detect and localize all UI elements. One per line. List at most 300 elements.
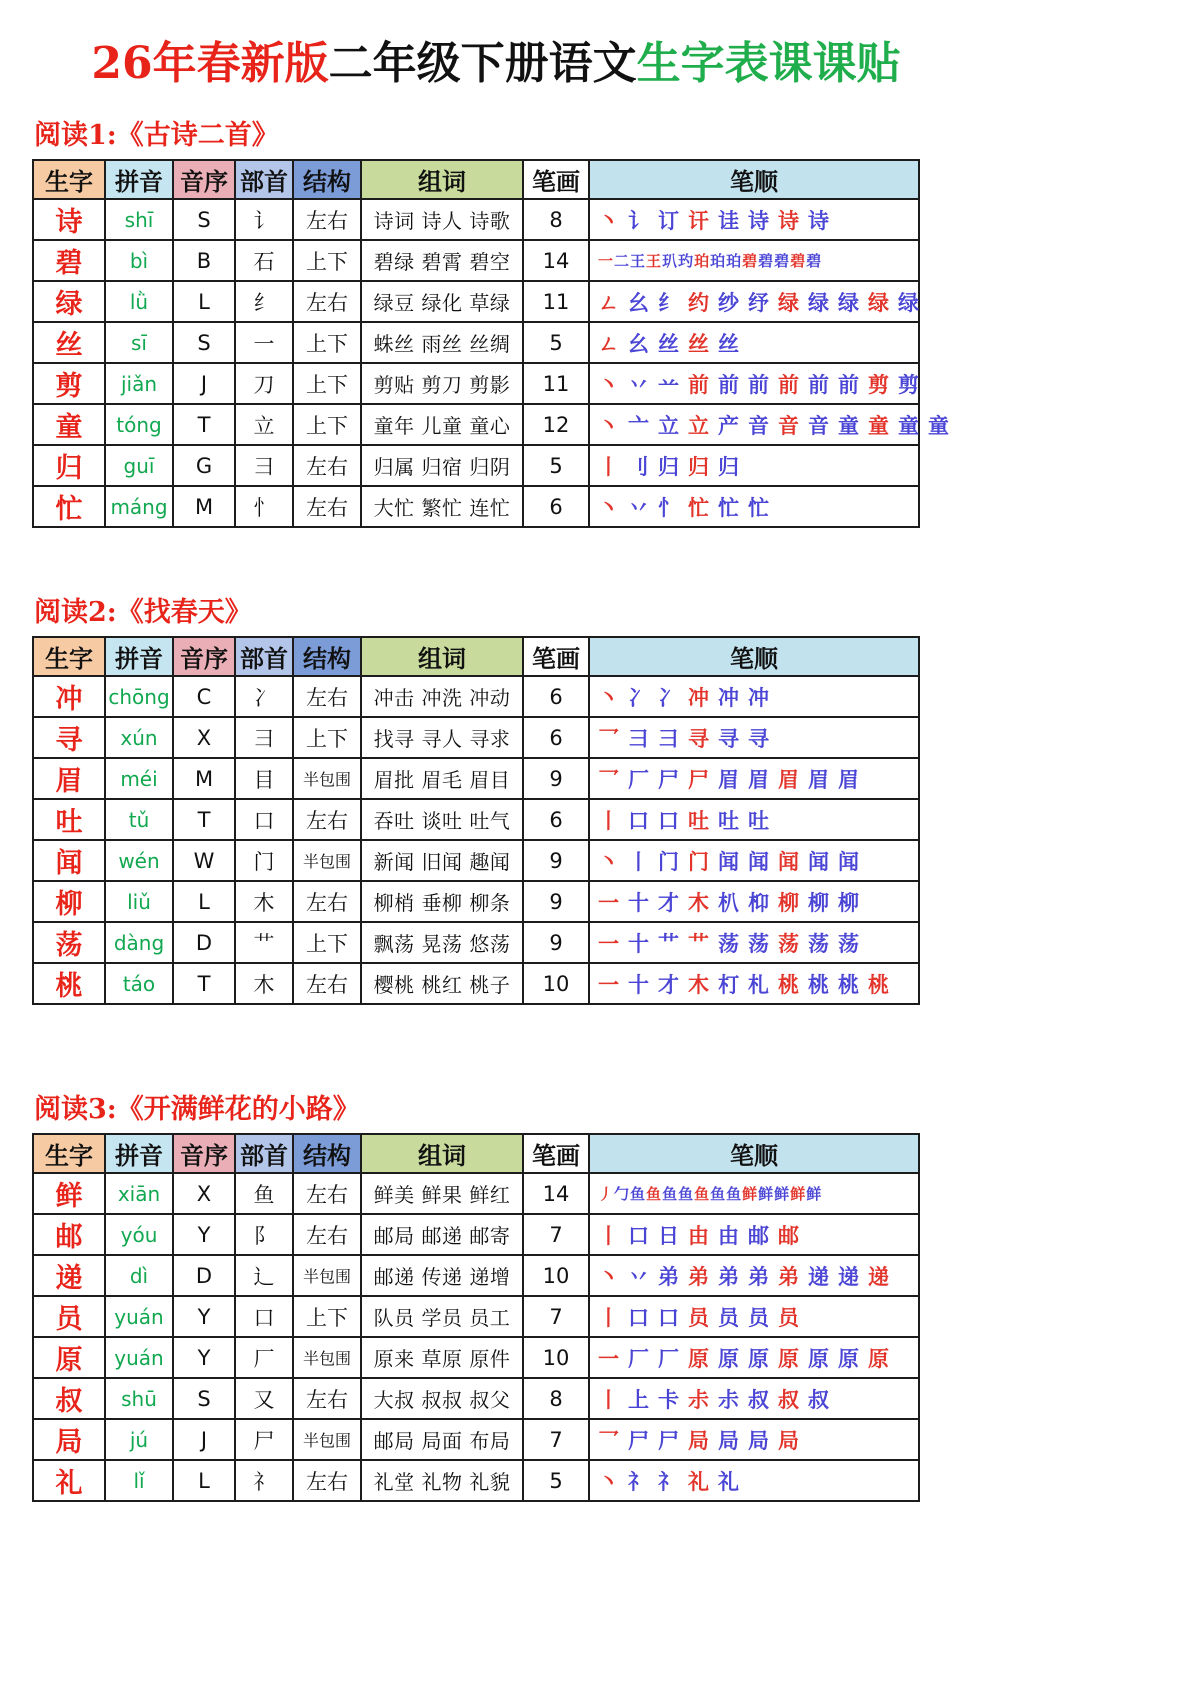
stroke-step: 原 <box>748 1345 769 1371</box>
cell-radical: 又 <box>235 1378 293 1419</box>
stroke-step: 丝 <box>658 330 679 356</box>
table-row <box>33 799 919 840</box>
stroke-step: 弟 <box>778 1263 799 1289</box>
cell-structure: 半包围 <box>293 840 361 881</box>
stroke-step: 亠 <box>628 412 649 438</box>
cell-pinyin: bì <box>105 240 173 281</box>
cell-initial: M <box>173 486 235 527</box>
col-header-7: 笔顺 <box>589 160 919 199</box>
stroke-step: 彐 <box>658 725 679 751</box>
table-row <box>33 363 919 404</box>
cell-structure: 左右 <box>293 1173 361 1214</box>
cell-pinyin: shī <box>105 199 173 240</box>
sections-container <box>32 113 960 1502</box>
stroke-step: 丷 <box>628 371 649 397</box>
cell-words: 碧绿 碧霄 碧空 <box>361 240 523 281</box>
stroke-step: 门 <box>688 848 709 874</box>
cell-words: 冲击 冲洗 冲动 <box>361 676 523 717</box>
cell-radical: 立 <box>235 404 293 445</box>
stroke-step: 忙 <box>748 494 769 520</box>
table-row <box>33 240 919 281</box>
cell-char: 荡 <box>33 922 105 963</box>
stroke-step: 寻 <box>748 725 769 751</box>
stroke-step: 局 <box>748 1427 769 1453</box>
cell-pinyin: xiān <box>105 1173 173 1214</box>
col-header-3: 部首 <box>235 1134 293 1173</box>
cell-pinyin: táo <box>105 963 173 1004</box>
cell-stroke-order <box>589 1460 919 1501</box>
cell-radical: 目 <box>235 758 293 799</box>
stroke-step: 礼 <box>688 1468 709 1494</box>
cell-radical: 鱼 <box>235 1173 293 1214</box>
cell-char: 归 <box>33 445 105 486</box>
col-header-6: 笔画 <box>523 160 589 199</box>
cell-structure: 左右 <box>293 445 361 486</box>
table-row <box>33 404 919 445</box>
stroke-step: 眉 <box>748 766 769 792</box>
cell-radical: 刀 <box>235 363 293 404</box>
col-header-4: 结构 <box>293 160 361 199</box>
section-3 <box>32 1087 960 1502</box>
stroke-step: 纾 <box>748 289 769 315</box>
cell-structure: 左右 <box>293 1378 361 1419</box>
stroke-step: 厂 <box>628 766 649 792</box>
cell-radical: 尸 <box>235 1419 293 1460</box>
stroke-step: 弟 <box>688 1263 709 1289</box>
cell-initial: X <box>173 1173 235 1214</box>
stroke-step: 闻 <box>838 848 859 874</box>
stroke-step: 诖 <box>718 207 739 233</box>
cell-stroke-order <box>589 1173 919 1214</box>
stroke-step: 丨 <box>598 1386 619 1412</box>
cell-words: 柳梢 垂柳 柳条 <box>361 881 523 922</box>
stroke-step: 桃 <box>868 971 889 997</box>
stroke-step: 丶 <box>598 494 619 520</box>
col-header-5: 组词 <box>361 160 523 199</box>
stroke-step: 鲜 <box>790 1185 806 1203</box>
cell-initial: S <box>173 199 235 240</box>
cell-pinyin: wén <box>105 840 173 881</box>
cell-pinyin: dàng <box>105 922 173 963</box>
cell-initial: G <box>173 445 235 486</box>
stroke-step: 礻 <box>628 1468 649 1494</box>
stroke-step: 闻 <box>718 848 739 874</box>
cell-words: 诗词 诗人 诗歌 <box>361 199 523 240</box>
cell-words: 邮局 邮递 邮寄 <box>361 1214 523 1255</box>
col-header-3: 部首 <box>235 160 293 199</box>
stroke-step: 绿 <box>778 289 799 315</box>
col-header-7: 笔顺 <box>589 637 919 676</box>
stroke-step: 一 <box>598 930 619 956</box>
stroke-step: 原 <box>688 1345 709 1371</box>
cell-structure: 左右 <box>293 281 361 322</box>
header-row <box>33 160 919 199</box>
cell-stroke-order <box>589 840 919 881</box>
cell-words: 队员 学员 员工 <box>361 1296 523 1337</box>
stroke-step: 冲 <box>718 684 739 710</box>
stroke-step: 朳 <box>718 889 739 915</box>
stroke-step: 鱼 <box>726 1185 742 1203</box>
cell-pinyin: yuán <box>105 1337 173 1378</box>
cell-radical: 木 <box>235 881 293 922</box>
cell-char: 原 <box>33 1337 105 1378</box>
cell-radical: 石 <box>235 240 293 281</box>
cell-pinyin: liǔ <box>105 881 173 922</box>
stroke-step: 冫 <box>658 684 679 710</box>
stroke-step: 鱼 <box>678 1185 694 1203</box>
stroke-step: 前 <box>838 371 859 397</box>
cell-words: 绿豆 绿化 草绿 <box>361 281 523 322</box>
cell-char: 童 <box>33 404 105 445</box>
cell-pinyin: jú <box>105 1419 173 1460</box>
cell-initial: T <box>173 963 235 1004</box>
cell-structure: 上下 <box>293 1296 361 1337</box>
stroke-step: 立 <box>658 412 679 438</box>
stroke-step: 丨 <box>598 453 619 479</box>
stroke-step: 寻 <box>688 725 709 751</box>
cell-pinyin: tǔ <box>105 799 173 840</box>
stroke-step: 冫 <box>628 684 649 710</box>
cell-char: 吐 <box>33 799 105 840</box>
cell-char: 眉 <box>33 758 105 799</box>
section-2 <box>32 590 960 1005</box>
cell-stroke-order <box>589 1378 919 1419</box>
cell-stroke-order <box>589 445 919 486</box>
stroke-step: 归 <box>658 453 679 479</box>
stroke-step: 叔 <box>778 1386 799 1412</box>
cell-structure: 左右 <box>293 799 361 840</box>
stroke-step: 碧 <box>742 252 758 270</box>
cell-initial: T <box>173 799 235 840</box>
cell-radical: 口 <box>235 799 293 840</box>
cell-stroke-order <box>589 717 919 758</box>
cell-char: 桃 <box>33 963 105 1004</box>
cell-pinyin: yóu <box>105 1214 173 1255</box>
cell-strokes: 9 <box>523 881 589 922</box>
cell-stroke-order <box>589 881 919 922</box>
stroke-step: 鲜 <box>774 1185 790 1203</box>
cell-structure: 上下 <box>293 404 361 445</box>
stroke-step: 柳 <box>778 889 799 915</box>
stroke-step: 丨 <box>598 1304 619 1330</box>
cell-char: 冲 <box>33 676 105 717</box>
stroke-step: 眉 <box>718 766 739 792</box>
cell-stroke-order <box>589 199 919 240</box>
cell-radical: 厂 <box>235 1337 293 1378</box>
stroke-step: 鱼 <box>630 1185 646 1203</box>
stroke-step: 二 <box>614 252 630 270</box>
cell-structure: 上下 <box>293 717 361 758</box>
cell-strokes: 11 <box>523 281 589 322</box>
stroke-step: 鱼 <box>646 1185 662 1203</box>
stroke-step: 尗 <box>718 1386 739 1412</box>
cell-stroke-order <box>589 1214 919 1255</box>
stroke-step: 丶 <box>598 371 619 397</box>
col-header-2: 音序 <box>173 160 235 199</box>
stroke-step: 丶 <box>598 684 619 710</box>
stroke-step: 童 <box>838 412 859 438</box>
stroke-step: 口 <box>658 1304 679 1330</box>
cell-words: 蛛丝 雨丝 丝绸 <box>361 322 523 363</box>
stroke-step: 丶 <box>598 412 619 438</box>
stroke-step: 童 <box>868 412 889 438</box>
cell-structure: 左右 <box>293 1460 361 1501</box>
stroke-step: 吐 <box>718 807 739 833</box>
stroke-step: 柳 <box>838 889 859 915</box>
cell-radical: 阝 <box>235 1214 293 1255</box>
cell-structure: 左右 <box>293 486 361 527</box>
stroke-step: 乛 <box>598 766 619 792</box>
stroke-step: 诗 <box>808 207 829 233</box>
stroke-step: 幺 <box>628 289 649 315</box>
cell-stroke-order <box>589 1337 919 1378</box>
stroke-step: 一 <box>598 971 619 997</box>
cell-strokes: 6 <box>523 486 589 527</box>
col-header-5: 组词 <box>361 1134 523 1173</box>
stroke-step: 音 <box>808 412 829 438</box>
cell-words: 童年 儿童 童心 <box>361 404 523 445</box>
cell-radical: 纟 <box>235 281 293 322</box>
stroke-step: 上 <box>628 1386 649 1412</box>
col-header-7: 笔顺 <box>589 1134 919 1173</box>
stroke-step: 立 <box>688 412 709 438</box>
stroke-step: 一 <box>598 889 619 915</box>
stroke-step: 叔 <box>748 1386 769 1412</box>
cell-radical: 彐 <box>235 445 293 486</box>
cell-char: 诗 <box>33 199 105 240</box>
col-header-1: 拼音 <box>105 1134 173 1173</box>
cell-strokes: 12 <box>523 404 589 445</box>
cell-words: 找寻 寻人 寻求 <box>361 717 523 758</box>
stroke-step: 艹 <box>658 930 679 956</box>
stroke-step: 讠 <box>628 207 649 233</box>
table-row <box>33 1296 919 1337</box>
stroke-step: 丶 <box>598 207 619 233</box>
cell-initial: W <box>173 840 235 881</box>
stroke-step: 由 <box>718 1222 739 1248</box>
stroke-step: 珀 <box>694 252 710 270</box>
stroke-step: 剪 <box>898 371 919 397</box>
stroke-step: 递 <box>868 1263 889 1289</box>
stroke-step: 原 <box>838 1345 859 1371</box>
stroke-step: 尸 <box>658 1427 679 1453</box>
table-row <box>33 963 919 1004</box>
col-header-0: 生字 <box>33 160 105 199</box>
cell-words: 鲜美 鲜果 鲜红 <box>361 1173 523 1214</box>
cell-pinyin: lǐ <box>105 1460 173 1501</box>
table-row <box>33 1173 919 1214</box>
stroke-step: 碧 <box>790 252 806 270</box>
cell-pinyin: jiǎn <box>105 363 173 404</box>
stroke-step: 绿 <box>868 289 889 315</box>
stroke-step: 童 <box>928 412 949 438</box>
cell-initial: L <box>173 881 235 922</box>
stroke-step: 王 <box>630 252 646 270</box>
cell-strokes: 8 <box>523 1378 589 1419</box>
table-row <box>33 1337 919 1378</box>
table-row <box>33 486 919 527</box>
cell-words: 礼堂 礼物 礼貌 <box>361 1460 523 1501</box>
cell-structure: 半包围 <box>293 1337 361 1378</box>
cell-strokes: 5 <box>523 322 589 363</box>
stroke-step: 珀 <box>710 252 726 270</box>
vocab-table <box>32 1133 920 1502</box>
stroke-step: 才 <box>658 971 679 997</box>
stroke-step: 音 <box>778 412 799 438</box>
stroke-step: 桃 <box>808 971 829 997</box>
cell-initial: Y <box>173 1296 235 1337</box>
cell-pinyin: chōng <box>105 676 173 717</box>
cell-stroke-order <box>589 758 919 799</box>
stroke-step: 厂 <box>628 1345 649 1371</box>
cell-initial: S <box>173 322 235 363</box>
cell-char: 忙 <box>33 486 105 527</box>
stroke-step: 闻 <box>748 848 769 874</box>
cell-initial: J <box>173 363 235 404</box>
stroke-step: 由 <box>688 1222 709 1248</box>
stroke-step: 尸 <box>628 1427 649 1453</box>
table-row <box>33 199 919 240</box>
stroke-step: 童 <box>898 412 919 438</box>
stroke-step: 绿 <box>898 289 919 315</box>
cell-structure: 左右 <box>293 676 361 717</box>
cell-char: 绿 <box>33 281 105 322</box>
cell-char: 寻 <box>33 717 105 758</box>
section-1 <box>32 113 960 528</box>
col-header-2: 音序 <box>173 1134 235 1173</box>
cell-pinyin: yuán <box>105 1296 173 1337</box>
col-header-5: 组词 <box>361 637 523 676</box>
stroke-step: 礼 <box>718 1468 739 1494</box>
col-header-4: 结构 <box>293 637 361 676</box>
cell-words: 吞吐 谈吐 吐气 <box>361 799 523 840</box>
stroke-step: 吐 <box>688 807 709 833</box>
stroke-step: 眉 <box>808 766 829 792</box>
stroke-step: ㄥ <box>598 289 619 315</box>
stroke-step: 鱼 <box>662 1185 678 1203</box>
stroke-step: 荡 <box>808 930 829 956</box>
cell-structure: 左右 <box>293 963 361 1004</box>
stroke-step: 尗 <box>688 1386 709 1412</box>
cell-words: 大叔 叔叔 叔父 <box>361 1378 523 1419</box>
cell-structure: 上下 <box>293 322 361 363</box>
cell-structure: 上下 <box>293 240 361 281</box>
col-header-6: 笔画 <box>523 1134 589 1173</box>
stroke-step: 忙 <box>688 494 709 520</box>
cell-strokes: 7 <box>523 1296 589 1337</box>
stroke-step: 诗 <box>748 207 769 233</box>
section-heading: 阅读3:《开满鲜花的小路》 <box>34 1094 360 1125</box>
stroke-step: 弟 <box>658 1263 679 1289</box>
cell-radical: 木 <box>235 963 293 1004</box>
stroke-step: 丶 <box>598 848 619 874</box>
col-header-0: 生字 <box>33 637 105 676</box>
stroke-step: 才 <box>658 889 679 915</box>
cell-pinyin: tóng <box>105 404 173 445</box>
table-row <box>33 1460 919 1501</box>
stroke-step: 前 <box>718 371 739 397</box>
title-subject: 生字表课课贴 <box>636 38 901 89</box>
cell-stroke-order <box>589 322 919 363</box>
stroke-step: 前 <box>778 371 799 397</box>
cell-structure: 半包围 <box>293 758 361 799</box>
stroke-step: 邮 <box>748 1222 769 1248</box>
col-header-2: 音序 <box>173 637 235 676</box>
cell-char: 剪 <box>33 363 105 404</box>
stroke-step: 尸 <box>658 766 679 792</box>
header-row <box>33 1134 919 1173</box>
stroke-step: 归 <box>718 453 739 479</box>
table-row <box>33 881 919 922</box>
cell-strokes: 7 <box>523 1214 589 1255</box>
section-heading: 阅读1:《古诗二首》 <box>34 120 279 151</box>
cell-structure: 半包围 <box>293 1419 361 1460</box>
stroke-step: 䒑 <box>658 371 679 397</box>
stroke-step: 礻 <box>658 1468 679 1494</box>
cell-strokes: 10 <box>523 963 589 1004</box>
stroke-step: 荡 <box>748 930 769 956</box>
stroke-step: 柳 <box>808 889 829 915</box>
cell-structure: 上下 <box>293 922 361 963</box>
cell-initial: D <box>173 922 235 963</box>
stroke-step: 原 <box>778 1345 799 1371</box>
stroke-step: 眉 <box>838 766 859 792</box>
table-row <box>33 322 919 363</box>
stroke-step: ㄥ <box>598 330 619 356</box>
stroke-step: 艹 <box>688 930 709 956</box>
stroke-step: 一 <box>598 252 614 270</box>
stroke-step: 碧 <box>774 252 790 270</box>
stroke-step: 朾 <box>718 971 739 997</box>
stroke-step: 口 <box>628 807 649 833</box>
cell-stroke-order <box>589 1296 919 1337</box>
cell-pinyin: guī <box>105 445 173 486</box>
table-row <box>33 1378 919 1419</box>
stroke-step: 碧 <box>806 252 822 270</box>
cell-radical: 艹 <box>235 922 293 963</box>
stroke-step: 纟 <box>658 289 679 315</box>
title-edition: 26年春新版 <box>91 38 329 89</box>
stroke-step: 十 <box>628 971 649 997</box>
stroke-step: 桃 <box>838 971 859 997</box>
stroke-step: 鲜 <box>742 1185 758 1203</box>
cell-strokes: 6 <box>523 676 589 717</box>
stroke-step: 荡 <box>838 930 859 956</box>
cell-radical: 讠 <box>235 199 293 240</box>
cell-stroke-order <box>589 676 919 717</box>
cell-stroke-order <box>589 363 919 404</box>
cell-pinyin: lǜ <box>105 281 173 322</box>
cell-strokes: 5 <box>523 1460 589 1501</box>
stroke-step: 荡 <box>778 930 799 956</box>
table-row <box>33 717 919 758</box>
cell-char: 鲜 <box>33 1173 105 1214</box>
stroke-step: 员 <box>718 1304 739 1330</box>
stroke-step: 鲜 <box>758 1185 774 1203</box>
stroke-step: 丝 <box>718 330 739 356</box>
stroke-step: 王 <box>646 252 662 270</box>
stroke-step: 木 <box>688 971 709 997</box>
cell-strokes: 9 <box>523 758 589 799</box>
cell-radical: 辶 <box>235 1255 293 1296</box>
stroke-step: 札 <box>748 971 769 997</box>
stroke-step: 冲 <box>688 684 709 710</box>
cell-strokes: 5 <box>523 445 589 486</box>
stroke-step: 诗 <box>778 207 799 233</box>
stroke-step: 厂 <box>658 1345 679 1371</box>
cell-char: 闻 <box>33 840 105 881</box>
vocab-table <box>32 636 920 1005</box>
